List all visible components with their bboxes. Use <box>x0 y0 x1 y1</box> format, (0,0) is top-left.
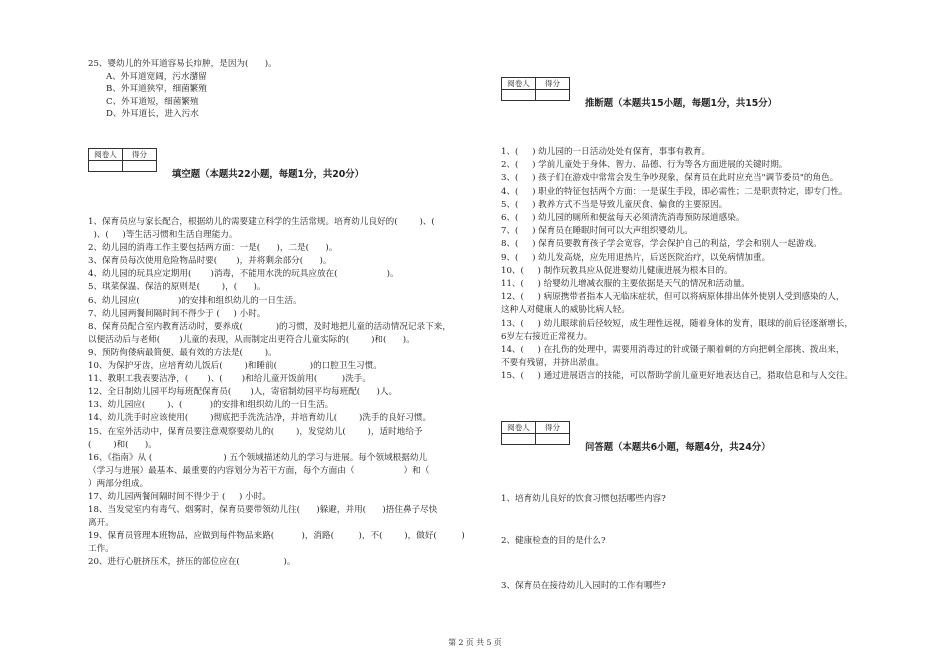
reviewer-cell <box>502 90 536 101</box>
reviewer-label: 阅卷人 <box>502 422 536 434</box>
fill-line: 19、保育员管理本班物品，应做到每件物品来路( )，消路( )，不( )，做好( ) <box>88 531 465 542</box>
qa-question-1: 1、培育幼儿良好的饮食习惯包括哪些内容? <box>501 494 666 504</box>
fill-line: 17、幼儿园两餐间隔时间不得少于 ( ) 小时。 <box>88 491 271 502</box>
judge-line: 11、( ) 给婴幼儿增减衣服的主要依据是天气的情况和活动量。 <box>501 279 750 290</box>
fill-line: 6、幼儿园应( )的安排和组织幼儿的一日生活。 <box>88 295 302 306</box>
score-cell <box>536 434 570 445</box>
judge-line: 7、( ) 保育员在睡眠时间可以大声组织婴幼儿。 <box>501 226 693 237</box>
page-footer: 第 2 页 共 5 页 <box>448 638 502 647</box>
question-25-stem: 25、婴幼儿的外耳道容易长疖肿，是因为( )。 <box>88 59 277 69</box>
fill-line: 16、《指南》从 ( ) 五个领域描述幼儿的学习与进展。每个领域根据幼儿 <box>88 452 428 463</box>
judge-line: 这种人对健康人的威胁比病人轻。 <box>501 305 630 316</box>
fill-line: 4、幼儿园的玩具应定期用( )消毒，不能用水洗的玩具应放在( )。 <box>88 269 399 280</box>
fill-line: 1、保育员应与家长配合，根据幼儿的需要建立科学的生活常规。培育幼儿良好的( )、( <box>88 217 435 227</box>
score-cell <box>123 161 157 172</box>
reviewer-cell <box>89 161 123 172</box>
fill-line: 7、幼儿园两餐间隔时间不得少于 ( ) 小时。 <box>88 308 266 319</box>
fill-line: 离开。 <box>88 518 114 529</box>
fill-line: 以便活动后与老师( )儿童的表现，从而制定出更符合儿童实际的( )和( )。 <box>88 334 415 345</box>
question-25-option-b: B、外耳道狭窄，细菌繁殖 <box>106 84 207 95</box>
fill-line: 2、幼儿园的消毒工作主要包括两方面：一是( )，二是( )。 <box>88 243 338 254</box>
fill-line: 12、全日制幼儿园平均每班配保育员( )人，寄宿制幼园平均每班配( )人。 <box>88 387 398 398</box>
judge-line: 12、( ) 病原携带者指本人无临床症状，但可以将病原体排出体外使别人受到感染的人， <box>501 292 845 303</box>
fill-line: ( )和( )。 <box>88 439 157 450</box>
score-label: 得分 <box>536 422 570 434</box>
judge-line: 15、( ) 通过进展语言的技能，可以帮助学前儿童更好地表达自己，猎取信息和与人交往。 <box>501 371 854 382</box>
judge-line: 4、( ) 职业的特征包括两个方面：一是谋生手段，即必需性；二是职责特定，即专门性。 <box>501 186 848 197</box>
judge-line: 13、( ) 幼儿眼球前后径较短，成生理性远视，随着身体的发育，眼球的前后径逐渐增长， <box>501 318 854 329</box>
judge-line: 不要有残留，并挤出淤血。 <box>501 358 605 369</box>
judge-line: 1、( ) 幼儿园的一日活动处处有保育，事事有教育。 <box>501 147 711 157</box>
fill-line: 13、幼儿园应( )、( )的安排和组织幼儿的一日生活。 <box>88 400 334 411</box>
fill-line: )、( )等生活习惯和生活自理能力。 <box>88 230 238 241</box>
fill-line: 18、当发觉室内有毒气、烟雾时，保育员要带领幼儿往( )躲避，并用( )捂住鼻子尽快 <box>88 505 438 516</box>
question-25-option-c: C、外耳道短，细菌繁殖 <box>106 96 199 107</box>
left-column <box>88 58 468 121</box>
fill-line: 14、幼儿洗手时应该使用( )彻底把手洗洗洁净，并培育幼儿( )洗手的良好习惯。 <box>88 413 432 424</box>
score-label: 得分 <box>123 149 157 161</box>
reviewer-label: 阅卷人 <box>502 78 536 90</box>
judge-line: 9、( ) 幼儿发高烧，应先用退热片，后送医院治疗，以免病情加重。 <box>501 252 771 263</box>
reviewer-cell <box>502 434 536 445</box>
fill-line: 11、教职工我表要洁净，( )、( )和给儿童开饭前用( )洗手。 <box>88 374 371 385</box>
qa-section-title: 问答题（本题共6小题，每题4分，共24分） <box>585 442 771 453</box>
fill-line: 9、预防佝偻病最简便、最有效的方法是( )。 <box>88 347 277 358</box>
fill-line: ）两部分组成。 <box>88 478 149 489</box>
judge-score-table <box>501 77 570 101</box>
fill-line: 工作。 <box>88 544 114 555</box>
judge-line: 3、( ) 孩子们在游戏中常常会发生争吵现象，保育员在此时应充当"调节委员"的角色。 <box>501 173 839 184</box>
question-25-option-a: A、外耳道宽阔，污水潴留 <box>106 71 207 82</box>
score-cell <box>536 90 570 101</box>
judge-line: 5、( ) 教养方式不当是导致儿童厌食、偏食的主要原因。 <box>501 199 728 210</box>
fill-line: 10、为保护牙齿，应培育幼儿饭后( )和睡前( )的口腔卫生习惯。 <box>88 361 382 372</box>
fill-section-title: 填空题（本题共22小题，每题1分，共20分） <box>172 169 364 180</box>
fill-line: 15、在室外活动中，保育员要注意观察要幼儿的( )，发觉幼儿( )，适时地给予 <box>88 426 423 437</box>
fill-line: 20、进行心脏挤压术，挤压的部位应在( )。 <box>88 557 296 568</box>
judge-line: 14、( ) 在扎伤的处理中，需要用消毒过的针或镊子顺着刺的方向把刺全部挑、拨出来， <box>501 345 845 356</box>
judge-questions <box>501 146 901 384</box>
judge-line: 10、( ) 制作玩教具应从促进婴幼儿健康进展为根本目的。 <box>501 265 733 276</box>
judge-line: 6岁左右接近正常视力。 <box>501 331 593 342</box>
fill-score-table <box>88 148 157 172</box>
score-label: 得分 <box>536 78 570 90</box>
fill-line: 5、琪菜保温、保洁的原则是( )，( )。 <box>88 282 266 293</box>
judge-line: 8、( ) 保育员要教育孩子学会宽容，学会保护自己的利益，学会和别人一起游戏。 <box>501 239 822 250</box>
qa-question-3: 3、保育员在接待幼儿入园时的工作有哪些? <box>501 581 666 591</box>
judge-line: 6、( ) 幼儿园的厕所和便盆每天必须清洗消毒预防尿道感染。 <box>501 213 745 224</box>
fill-line: 8、保育员配合室内教育活动时，要养成( )的习惯，及时地把儿童的活动情况记录下来， <box>88 321 451 332</box>
reviewer-label: 阅卷人 <box>89 149 123 161</box>
qa-score-table <box>501 421 570 445</box>
fill-line: （学习与进展）最基本、最重要的内容划分为若干方面，每个方面由（ ）和（ <box>88 465 430 476</box>
qa-question-2: 2、健康检查的目的是什么? <box>501 536 606 546</box>
fill-line: 3、保育员每次使用危险物品时要( )，并将剩余部分( )。 <box>88 256 332 267</box>
fill-questions <box>88 216 478 570</box>
judge-section-title: 推断题（本题共15小题，每题1分，共15分） <box>585 98 777 109</box>
question-25-option-d: D、外耳道长，进入污水 <box>106 109 199 120</box>
judge-line: 2、( ) 学前儿童处于身体、智力、品德、行为等各方面进展的关键时期。 <box>501 160 788 171</box>
